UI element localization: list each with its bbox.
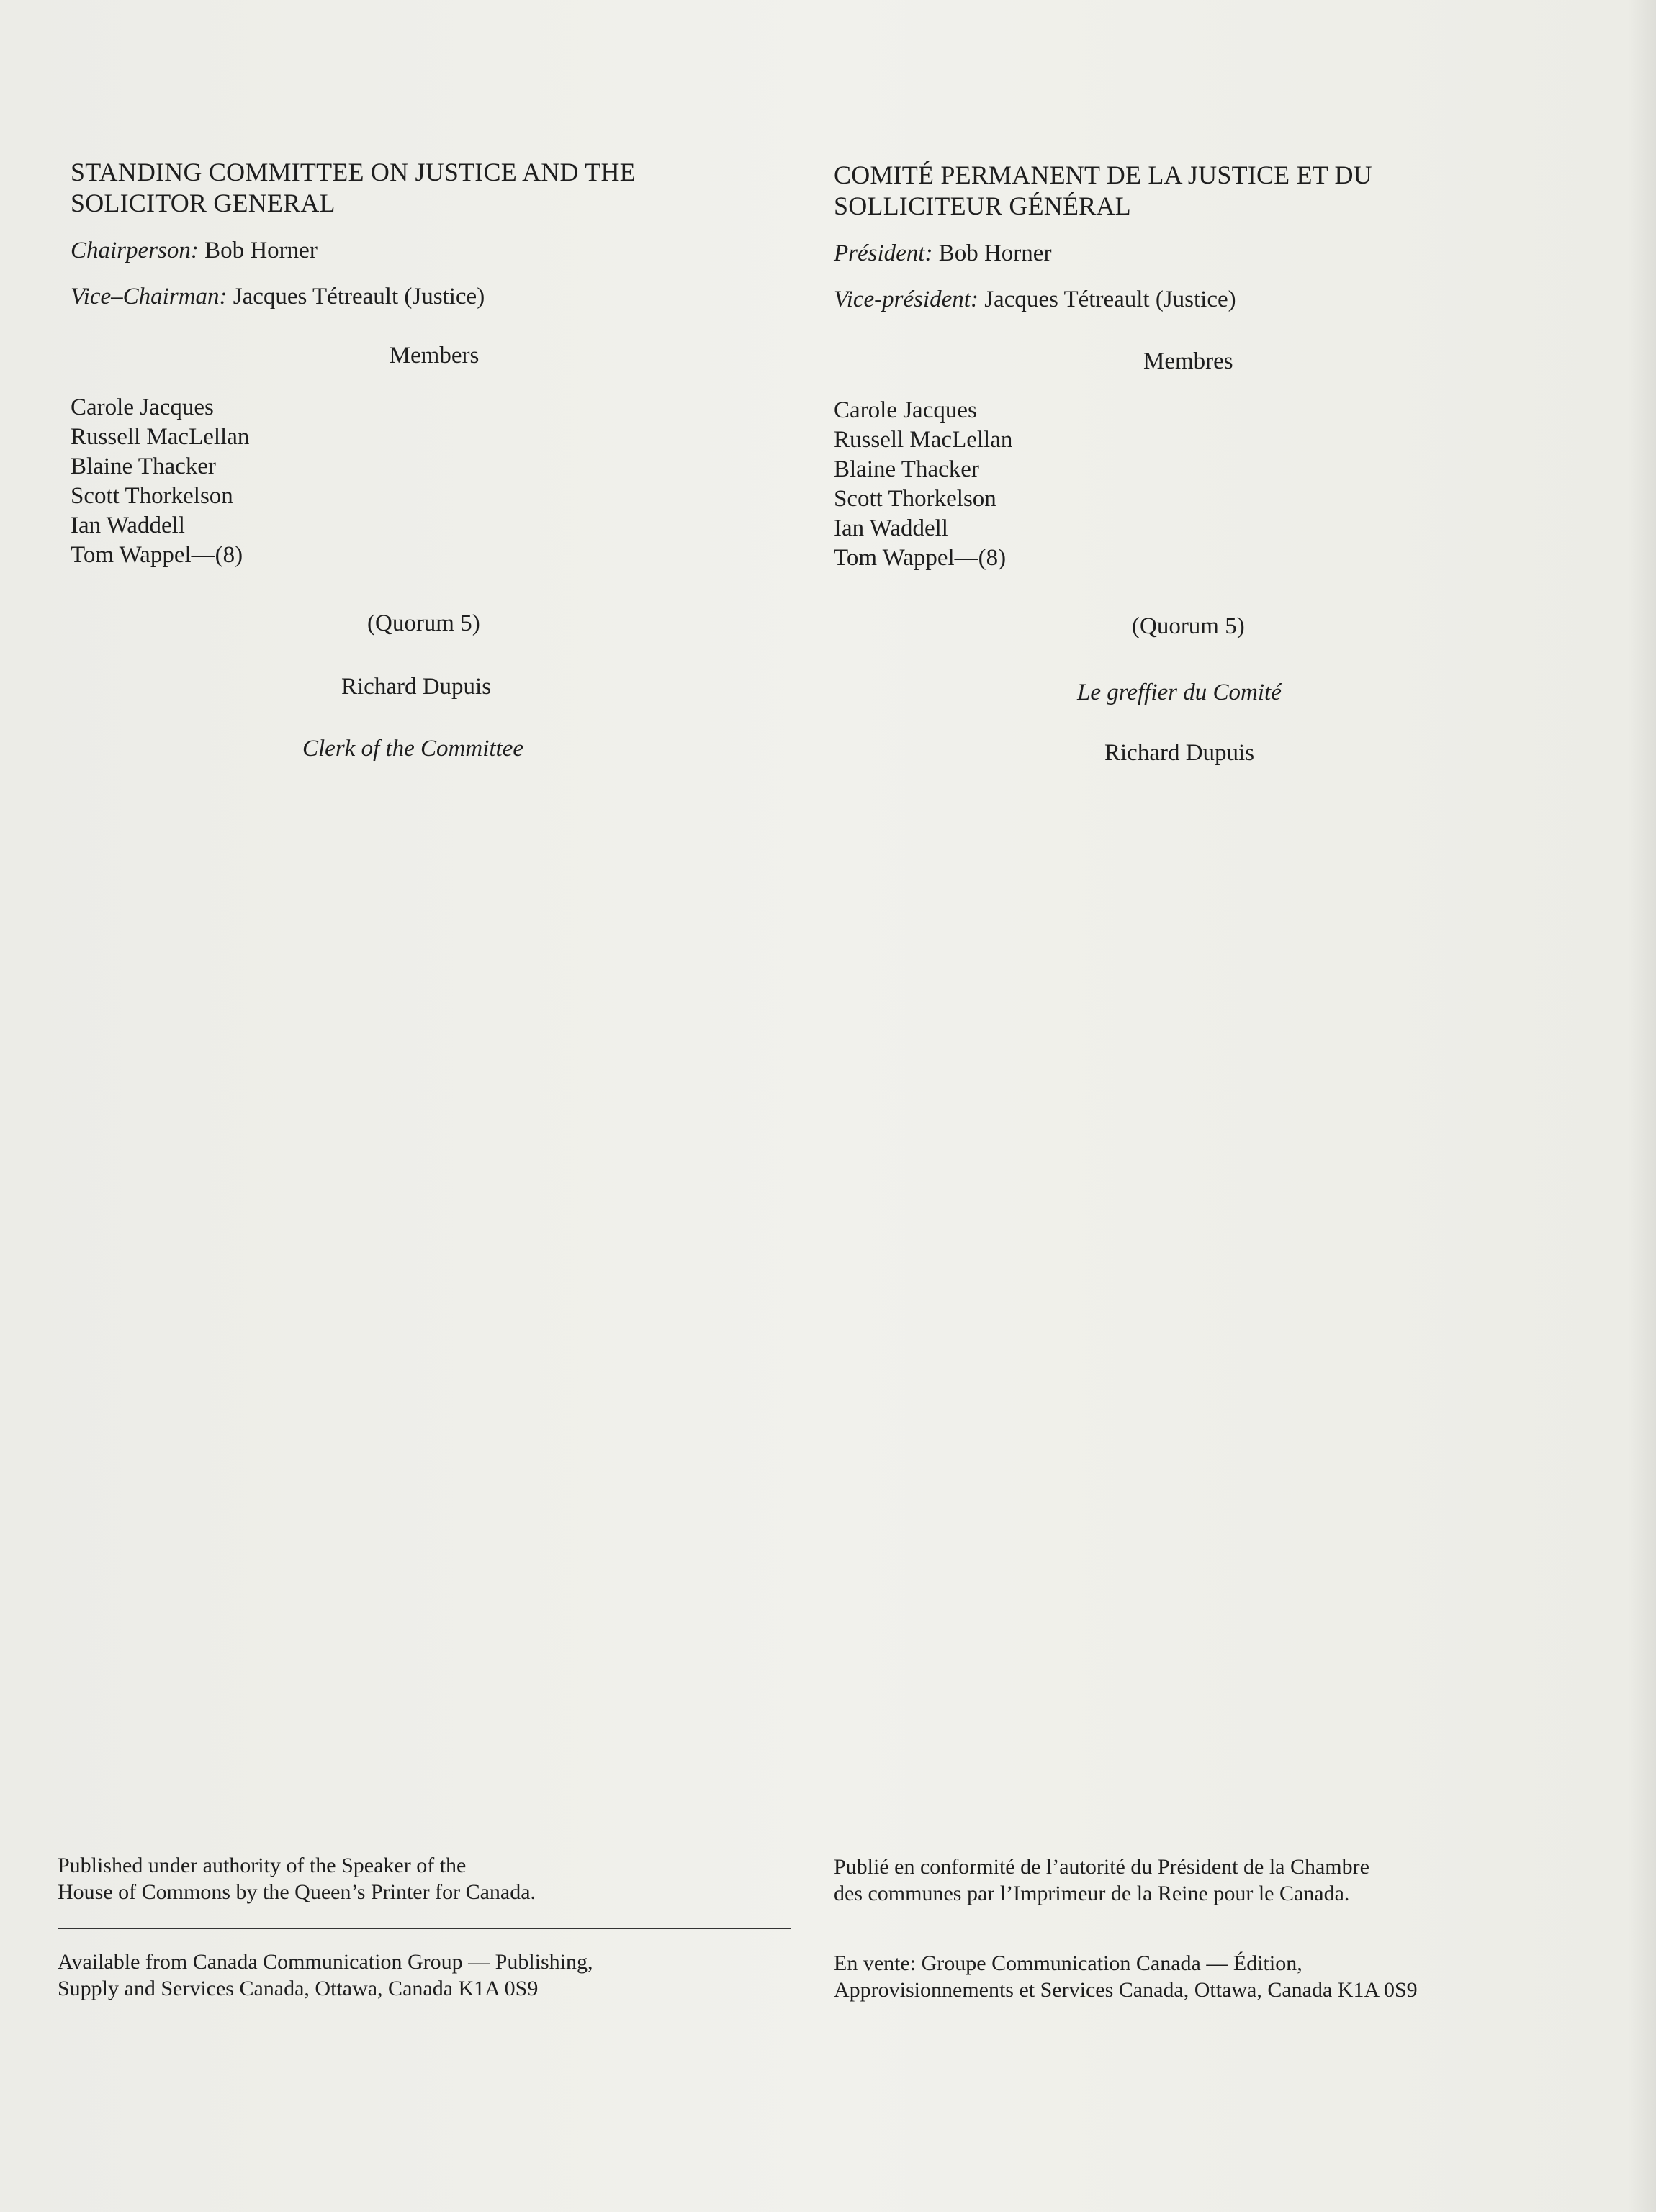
french-availability-notice <box>834 1951 1418 2004</box>
english-members-list <box>71 394 249 572</box>
english-published-notice <box>58 1853 536 1906</box>
english-committee-heading <box>71 157 636 219</box>
english-member: Scott Thorkelson <box>71 483 233 509</box>
english-chair-name: Bob Horner <box>204 238 318 263</box>
english-vice-name: Jacques Tétreault (Justice) <box>233 284 485 310</box>
french-chair-name: Bob Horner <box>938 240 1052 266</box>
english-vice-label: Vice–Chairman: <box>71 284 228 310</box>
english-heading-line-1: STANDING COMMITTEE ON JUSTICE AND THE <box>71 158 636 186</box>
french-available-line-1: En vente: Groupe Communication Canada — Édition, <box>834 1951 1302 1975</box>
english-availability-notice <box>58 1949 593 2003</box>
french-quorum: (Quorum 5) <box>1132 613 1245 639</box>
english-quorum: (Quorum 5) <box>367 610 480 636</box>
english-member: Carole Jacques <box>71 394 214 420</box>
french-published-line-2: des communes par l’Imprimeur de la Reine pour le Canada. <box>834 1881 1350 1905</box>
english-chair-label: Chairperson: <box>71 238 199 263</box>
french-vice-label: Vice-président: <box>834 286 978 312</box>
french-heading-line-1: COMITÉ PERMANENT DE LA JUSTICE ET DU <box>834 161 1372 189</box>
french-member: Russell MacLellan <box>834 427 1013 453</box>
french-published-notice <box>834 1854 1369 1908</box>
french-members-list <box>834 397 1012 574</box>
french-member: Scott Thorkelson <box>834 486 996 512</box>
english-member: Blaine Thacker <box>71 453 216 479</box>
english-available-line-1: Available from Canada Communication Group — Publishing, <box>58 1950 593 1974</box>
french-member: Tom Wappel—(8) <box>834 545 1007 571</box>
english-members-title: Members <box>389 343 480 369</box>
page-edge-shadow <box>1627 0 1656 2212</box>
french-chair-label: Président: <box>834 240 933 266</box>
french-clerk-title: Le greffier du Comité <box>1077 680 1282 705</box>
english-published-line-2: House of Commons by the Queen’s Printer for Canada. <box>58 1879 536 1904</box>
english-member: Russell MacLellan <box>71 424 250 450</box>
french-vice-name: Jacques Tétreault (Justice) <box>984 286 1236 312</box>
english-clerk-title: Clerk of the Committee <box>302 736 524 762</box>
english-footer-divider <box>58 1928 791 1929</box>
english-vice-chairman <box>71 284 485 310</box>
english-heading-line-2: SOLICITOR GENERAL <box>71 189 336 218</box>
french-clerk-name: Richard Dupuis <box>1104 740 1255 766</box>
french-member: Carole Jacques <box>834 397 977 423</box>
french-members-title: Membres <box>1143 348 1233 374</box>
english-member: Tom Wappel—(8) <box>71 542 243 568</box>
english-chairperson <box>71 238 318 264</box>
french-member: Blaine Thacker <box>834 456 979 482</box>
french-vice-president <box>834 286 1236 313</box>
french-president <box>834 240 1051 267</box>
french-published-line-1: Publié en conformité de l’autorité du Président de la Chambre <box>834 1855 1369 1879</box>
french-committee-heading <box>834 160 1372 222</box>
english-member: Ian Waddell <box>71 513 185 538</box>
french-heading-line-2: SOLLICITEUR GÉNÉRAL <box>834 191 1131 221</box>
english-clerk-name: Richard Dupuis <box>341 674 492 700</box>
english-published-line-1: Published under authority of the Speaker of the <box>58 1854 467 1877</box>
english-available-line-2: Supply and Services Canada, Ottawa, Canada K1A 0S9 <box>58 1976 539 2000</box>
french-available-line-2: Approvisionnements et Services Canada, Ottawa, Canada K1A 0S9 <box>834 1977 1418 2002</box>
french-member: Ian Waddell <box>834 515 948 541</box>
